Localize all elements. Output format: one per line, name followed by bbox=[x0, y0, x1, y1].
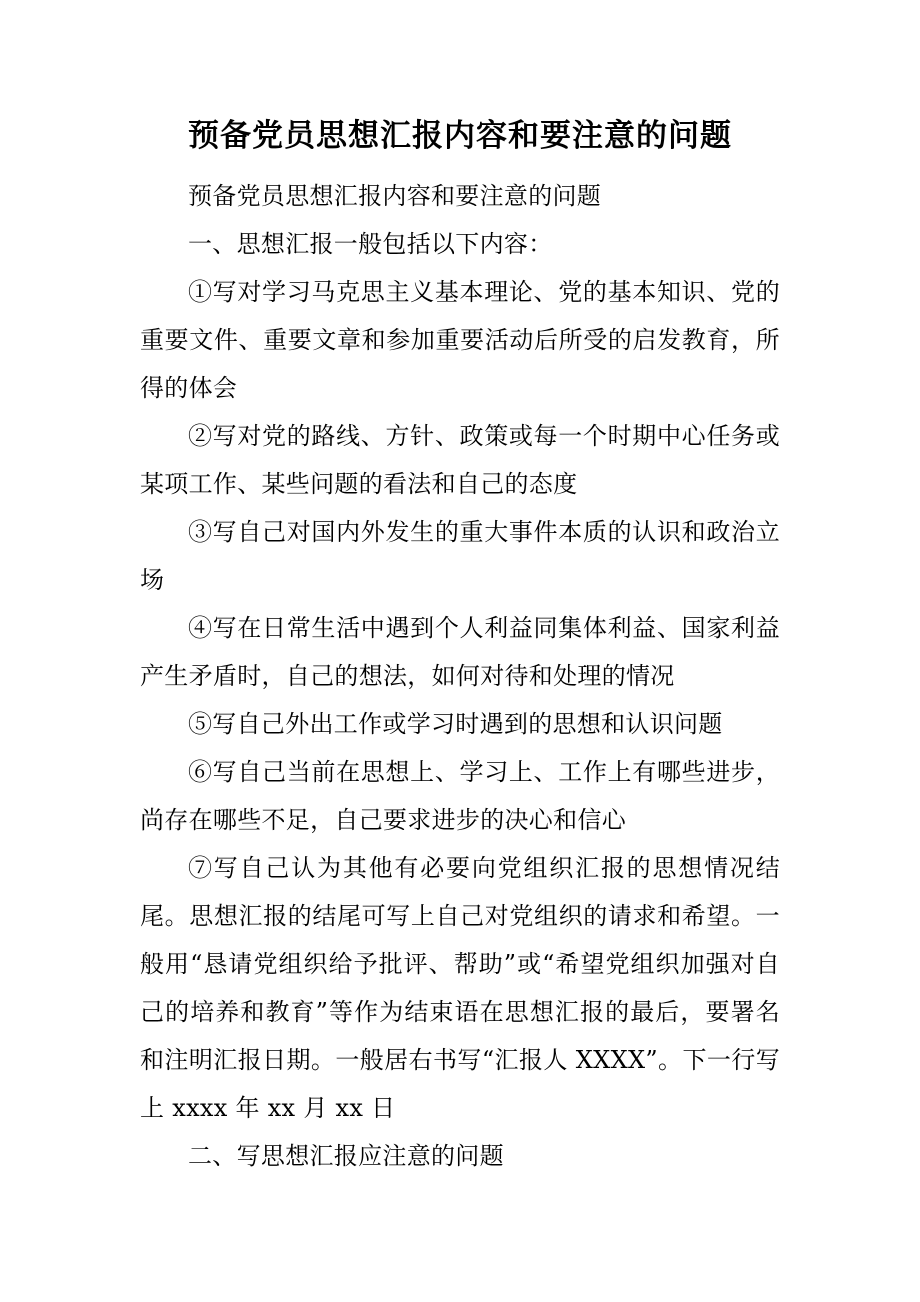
paragraph-item-2: ②写对党的路线、方针、政策或每一个时期中心任务或某项工作、某些问题的看法和自己的态度 bbox=[140, 422, 780, 498]
paragraph-item-7: ⑦写自己认为其他有必要向党组织汇报的思想情况结尾。思想汇报的结尾可写上自己对党组织的请求和希望。一般用“恳请党组织给予批评、帮助”或“希望党组织加强对自己的培养和教育”等作为结束语在思想汇报的最后，要署名和注明汇报日期。一般居右书写“汇报人 XXXX”。下一行写上 xxxx 年 xx 月 xx 日 bbox=[140, 854, 780, 1122]
paragraph-item-5: ⑤写自己外出工作或学习时遇到的思想和认识问题 bbox=[188, 710, 723, 738]
paragraph-item-3: ③写自己对国内外发生的重大事件本质的认识和政治立场 bbox=[140, 518, 780, 594]
paragraph-item-6: ⑥写自己当前在思想上、学习上、工作上有哪些进步，尚存在哪些不足，自己要求进步的决心和信心 bbox=[140, 758, 780, 834]
document-title: 预备党员思想汇报内容和要注意的问题 bbox=[188, 118, 732, 154]
paragraph-item-1: ①写对学习马克思主义基本理论、党的基本知识、党的重要文件、重要文章和参加重要活动后所受的启发教育，所得的体会 bbox=[140, 278, 780, 402]
paragraph-item-4: ④写在日常生活中遇到个人利益同集体利益、国家利益产生矛盾时，自己的想法，如何对待和处理的情况 bbox=[140, 614, 780, 690]
document-body bbox=[140, 172, 780, 1180]
paragraph-section-one-heading: 一、思想汇报一般包括以下内容： bbox=[188, 230, 553, 258]
paragraph-subtitle: 预备党员思想汇报内容和要注意的问题 bbox=[188, 182, 602, 210]
paragraph-section-two-heading: 二、写思想汇报应注意的问题 bbox=[188, 1142, 504, 1170]
